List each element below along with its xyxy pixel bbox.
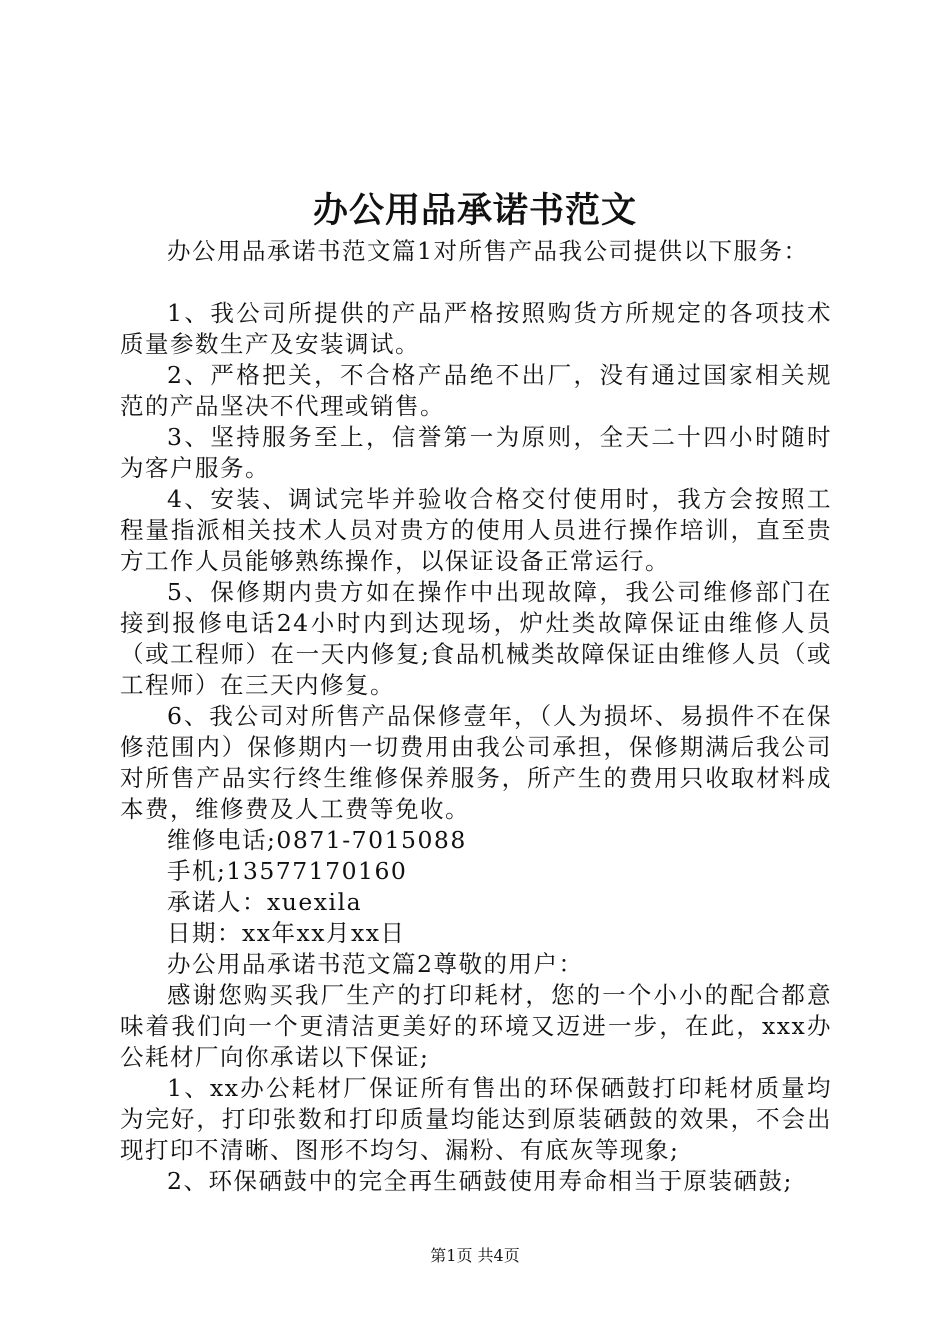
paragraph: 1、我公司所提供的产品严格按照购货方所规定的各项技术质量参数生产及安装调试。 <box>120 299 832 358</box>
mobile-phone: 手机;13577170160 <box>167 857 408 885</box>
paragraph: 5、保修期内贵方如在操作中出现故障，我公司维修部门在接到报修电话24小时内到达现场，炉灶类故障保证由维修人员（或工程师）在一天内修复;食品机械类故障保证由维修人员（或工程师）在三天内修复。 <box>120 578 832 699</box>
page-footer: 第1页 共4页 <box>430 1246 520 1265</box>
paragraph: 办公用品承诺书范文篇1对所售产品我公司提供以下服务： <box>167 237 809 265</box>
paragraph: 4、安装、调试完毕并验收合格交付使用时，我方会按照工程量指派相关技术人员对贵方的使用人员进行操作培训，直至贵方工作人员能够熟练操作，以保证设备正常运行。 <box>120 485 832 575</box>
paragraph: 1、xx办公耗材厂保证所有售出的环保硒鼓打印耗材质量均为完好，打印张数和打印质量均能达到原装硒鼓的效果，不会出现打印不清晰、图形不均匀、漏粉、有底灰等现象; <box>120 1074 832 1164</box>
promisor: 承诺人：xuexila <box>167 888 363 916</box>
paragraph: 感谢您购买我厂生产的打印耗材，您的一个小小的配合都意味着我们向一个更清洁更美好的环境又迈进一步，在此，xxx办公耗材厂向你承诺以下保证; <box>120 981 832 1071</box>
paragraph: 3、坚持服务至上，信誉第一为原则，全天二十四小时随时为客户服务。 <box>120 423 832 482</box>
paragraph: 2、严格把关，不合格产品绝不出厂，没有通过国家相关规范的产品坚决不代理或销售。 <box>120 361 832 420</box>
section-heading: 办公用品承诺书范文篇2尊敬的用户： <box>167 950 584 978</box>
paragraph: 6、我公司对所售产品保修壹年，（人为损坏、易损件不在保修范围内）保修期内一切费用由我公司承担，保修期满后我公司对所售产品实行终生维修保养服务，所产生的费用只收取材料成本费，维修费及人工费等免收。 <box>120 702 832 823</box>
date: 日期：xx年xx月xx日 <box>167 919 406 947</box>
repair-phone: 维修电话;0871-7015088 <box>167 826 467 854</box>
document-body <box>120 236 832 1197</box>
page-title: 办公用品承诺书范文 <box>312 190 637 231</box>
paragraph: 2、环保硒鼓中的完全再生硒鼓使用寿命相当于原装硒鼓; <box>167 1167 793 1195</box>
